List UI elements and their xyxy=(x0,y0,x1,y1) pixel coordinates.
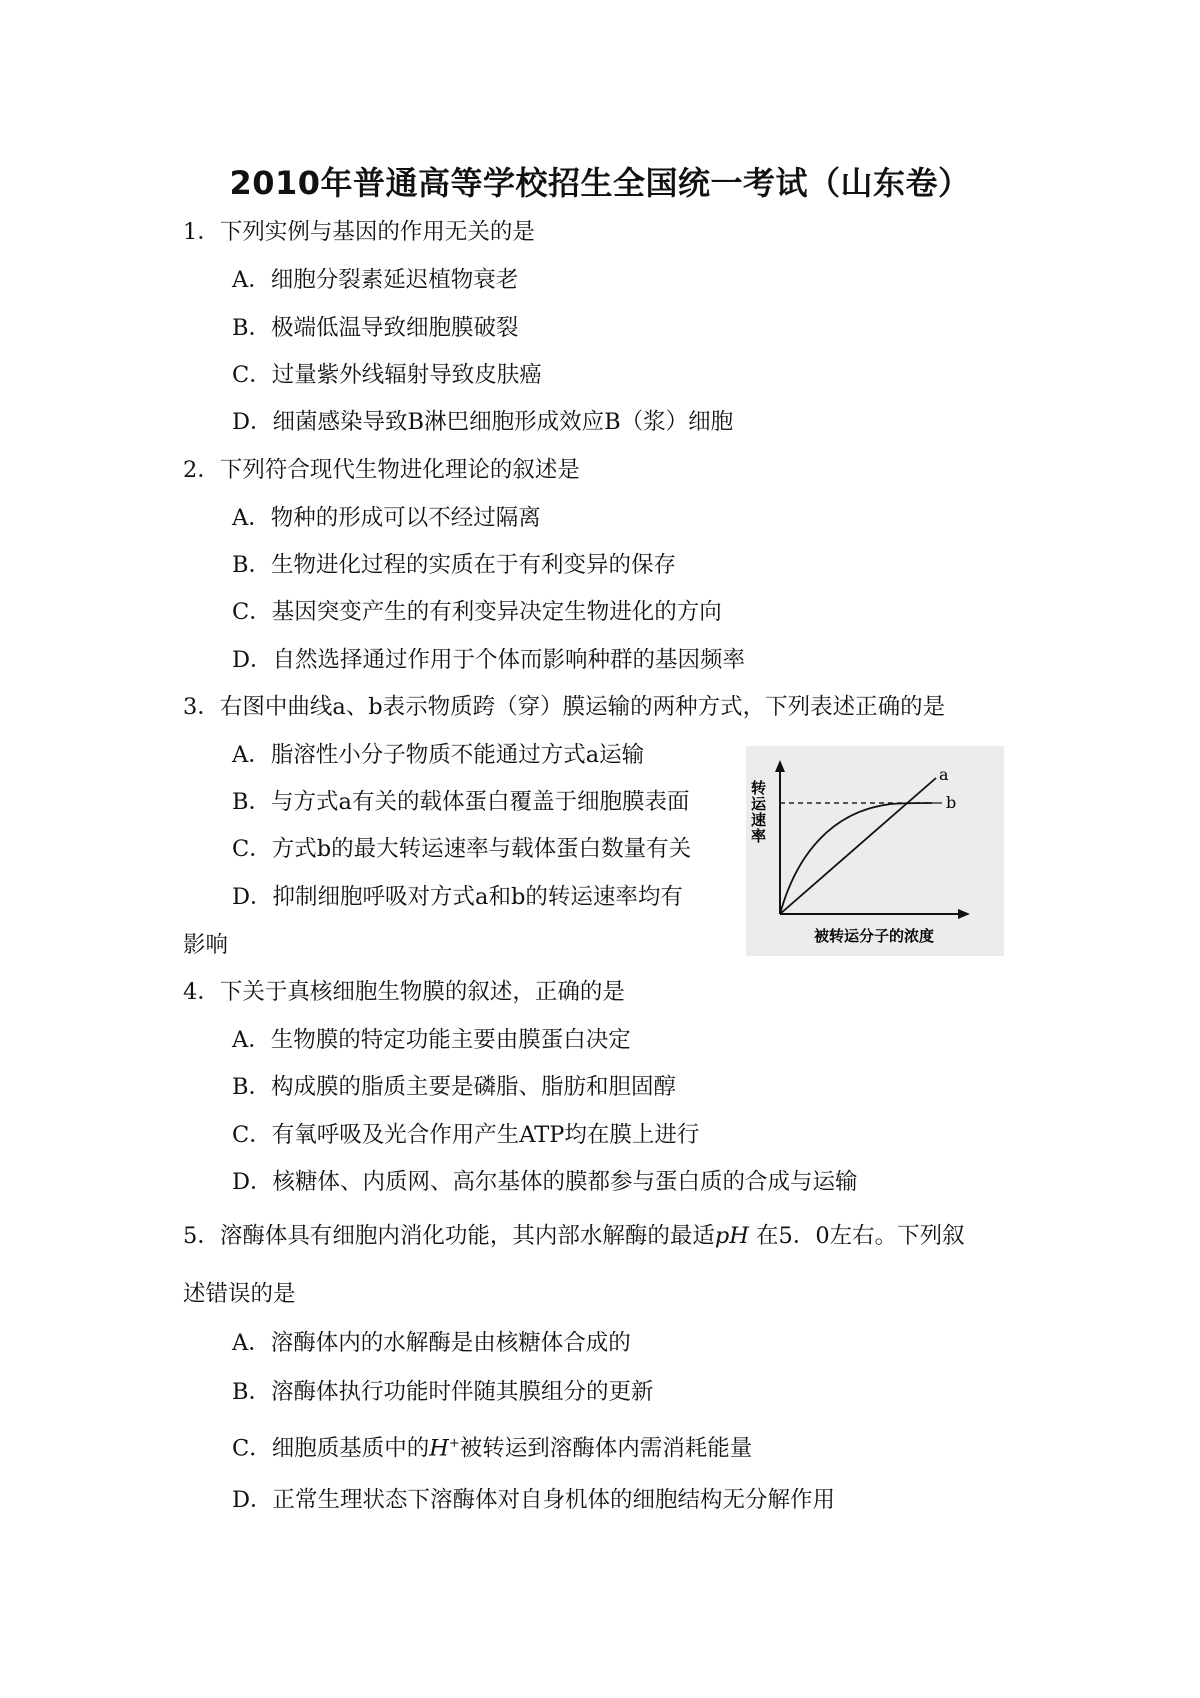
question-5-stem-continuation: 述错误的是 xyxy=(183,1281,296,1307)
question-2-option-b: B．生物进化过程的实质在于有利变异的保存 xyxy=(232,552,677,578)
question-4-option-d: D．核糖体、内质网、高尔基体的膜都参与蛋白质的合成与运输 xyxy=(232,1169,858,1195)
question-5-ph-symbol: pH xyxy=(714,1223,749,1249)
question-5-option-c xyxy=(232,1437,752,1460)
question-3-option-c: C．方式b的最大转运速率与载体蛋白数量有关 xyxy=(232,836,692,862)
question-4-stem: 4．下关于真核细胞生物膜的叙述，正确的是 xyxy=(183,979,625,1005)
question-3-option-d: D．抑制细胞呼吸对方式a和b的转运速率均有 xyxy=(232,884,683,910)
question-3-stem: 3．右图中曲线a、b表示物质跨（穿）膜运输的两种方式，下列表述正确的是 xyxy=(183,694,946,720)
question-5-stem xyxy=(183,1225,965,1248)
question-5-option-a: A．溶酶体内的水解酶是由核糖体合成的 xyxy=(232,1330,631,1356)
question-2-option-d: D．自然选择通过作用于个体而影响种群的基因频率 xyxy=(232,647,746,673)
question-2-option-c: C．基因突变产生的有利变异决定生物进化的方向 xyxy=(232,599,722,625)
curve-b-label: b xyxy=(946,793,957,812)
question-4-option-c: C．有氧呼吸及光合作用产生ATP均在膜上进行 xyxy=(232,1122,700,1148)
question-1-option-a: A．细胞分裂素延迟植物衰老 xyxy=(232,267,519,293)
question-5-option-c-before: C．细胞质基质中的 xyxy=(232,1435,430,1462)
curve-a-label: a xyxy=(939,765,949,784)
y-axis-arrow-icon xyxy=(775,760,785,772)
question-1-option-d: D．细菌感染导致B淋巴细胞形成效应B（浆）细胞 xyxy=(232,409,734,435)
question-2-option-a: A．物种的形成可以不经过隔离 xyxy=(232,505,541,531)
curve-b xyxy=(780,803,932,914)
exam-title: 2010年普通高等学校招生全国统一考试（山东卷） xyxy=(229,164,971,202)
transport-rate-figure xyxy=(746,746,1004,956)
question-5-option-d: D．正常生理状态下溶酶体对自身机体的细胞结构无分解作用 xyxy=(232,1487,836,1513)
question-1-option-c: C．过量紫外线辐射导致皮肤癌 xyxy=(232,362,542,388)
question-5-option-b: B．溶酶体执行功能时伴随其膜组分的更新 xyxy=(232,1379,654,1405)
question-1-option-b: B．极端低温导致细胞膜破裂 xyxy=(232,315,519,341)
question-3-option-a: A．脂溶性小分子物质不能通过方式a运输 xyxy=(232,742,645,768)
question-5-stem-after: 在5．0左右。下列叙 xyxy=(756,1223,965,1249)
transport-rate-graph xyxy=(746,746,1004,956)
question-5-stem-before: 5．溶酶体具有细胞内消化功能，其内部水解酶的最适 xyxy=(183,1223,715,1249)
question-3-option-d-continuation: 影响 xyxy=(183,932,229,958)
question-5-h-symbol: H xyxy=(429,1435,449,1462)
question-5-h-superscript: + xyxy=(448,1436,460,1451)
question-3-option-b: B．与方式a有关的载体蛋白覆盖于细胞膜表面 xyxy=(232,789,690,815)
question-2-stem: 2．下列符合现代生物进化理论的叙述是 xyxy=(183,457,580,483)
x-axis-arrow-icon xyxy=(958,909,970,919)
question-4-option-a: A．生物膜的特定功能主要由膜蛋白决定 xyxy=(232,1027,631,1053)
question-1-stem: 1．下列实例与基因的作用无关的是 xyxy=(183,219,535,245)
x-axis-label: 被转运分子的浓度 xyxy=(814,927,935,945)
y-axis-label: 转运速率 xyxy=(749,780,767,844)
question-5-option-c-after: 被转运到溶酶体内需消耗能量 xyxy=(459,1435,753,1462)
curve-a xyxy=(780,778,936,914)
question-4-option-b: B．构成膜的脂质主要是磷脂、脂肪和胆固醇 xyxy=(232,1074,677,1100)
